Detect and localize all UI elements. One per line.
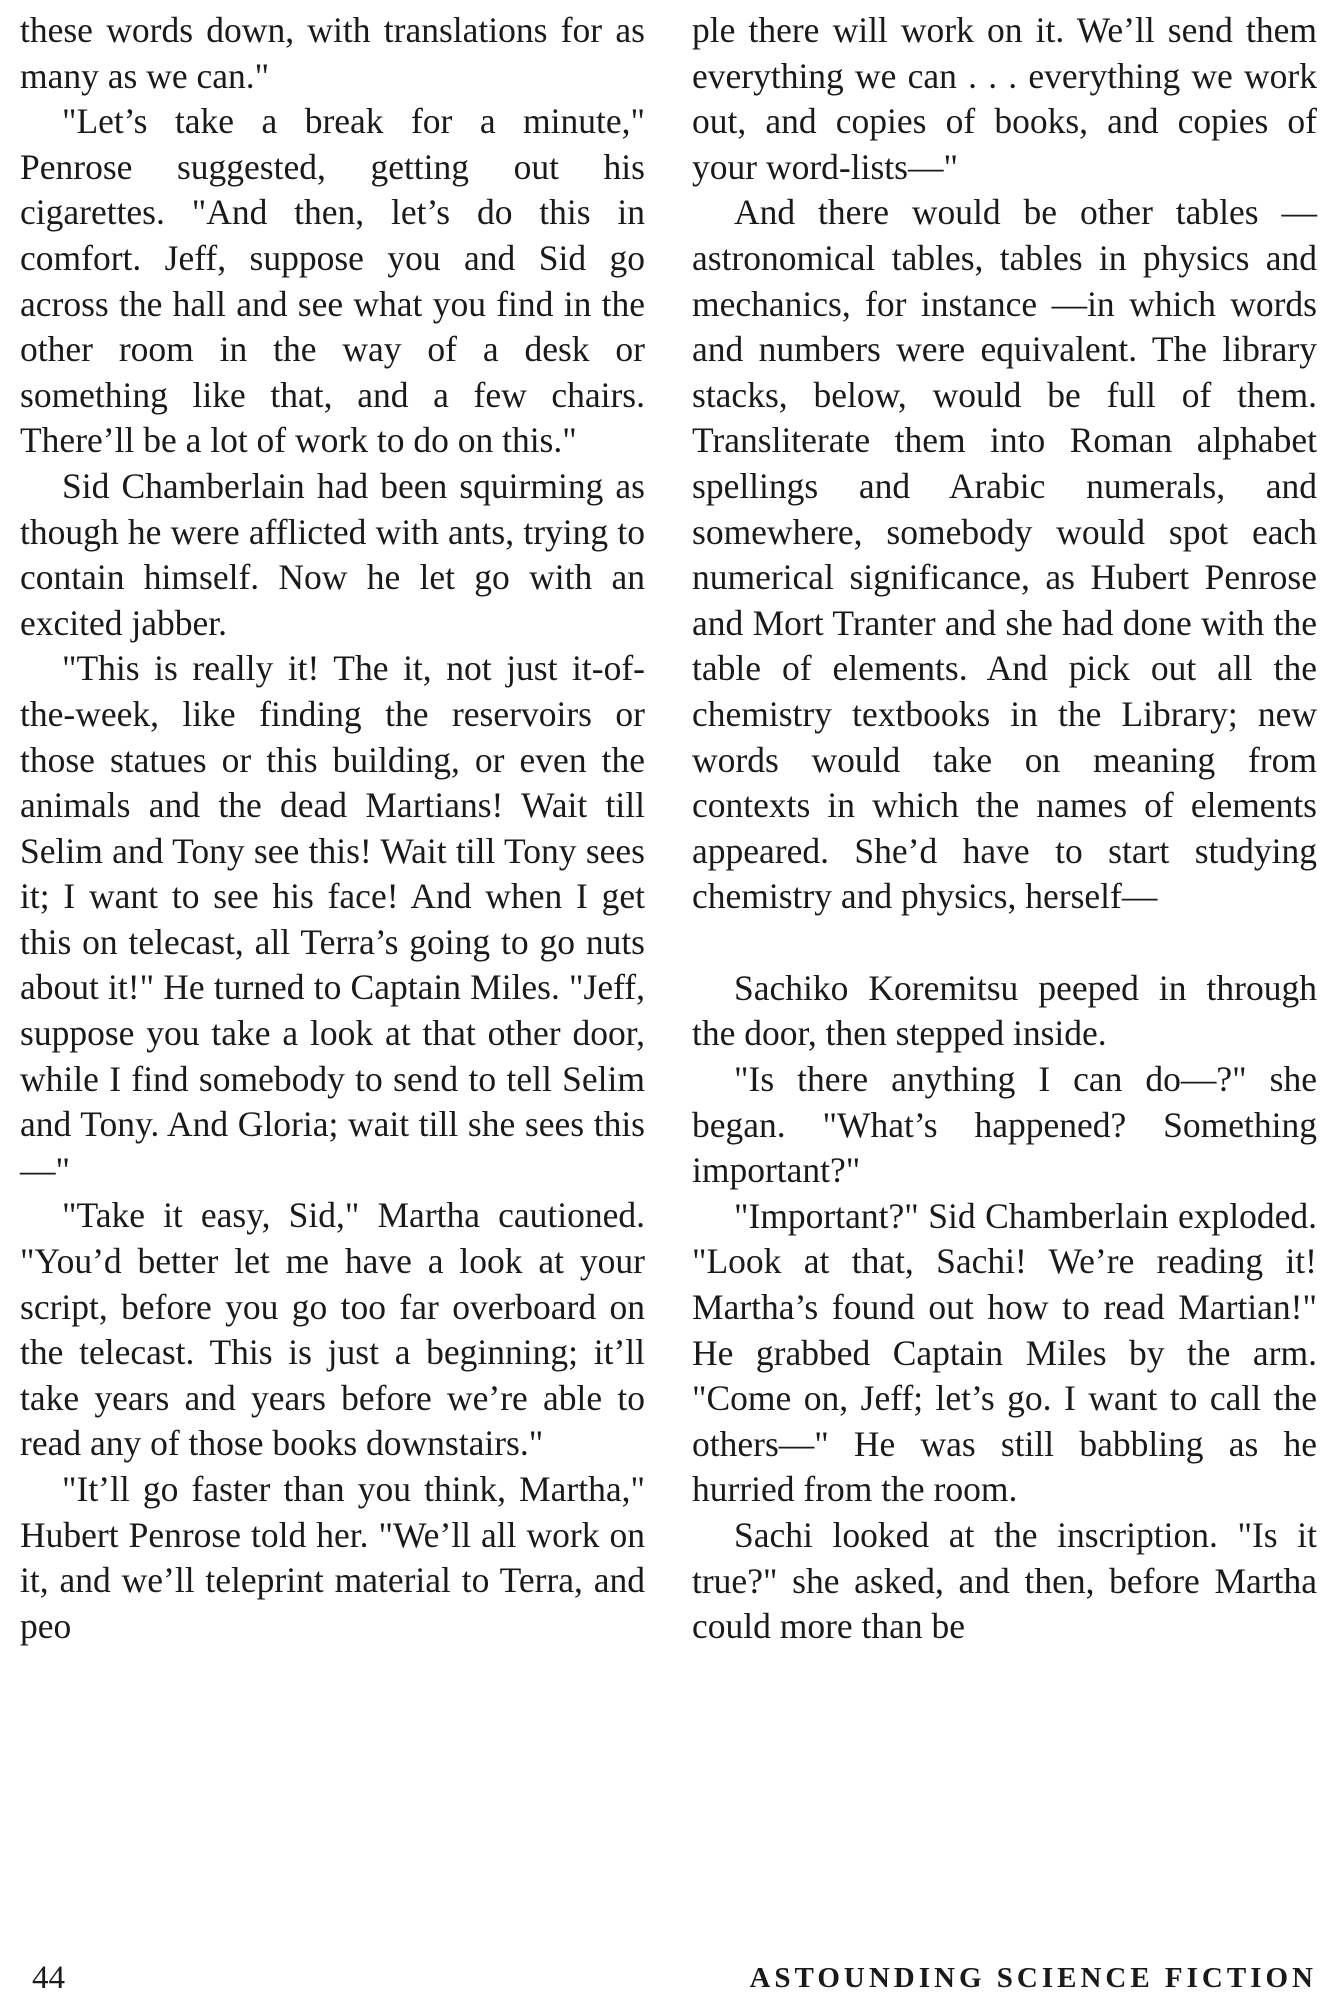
paragraph: Sid Chamberlain had been squirming as though he were afflicted with ants, trying to contain himself. Now he let go with an excited jabber. bbox=[20, 465, 645, 643]
paragraph: Sachi looked at the inscription. "Is it true?" she asked, and then, before Martha could more than be bbox=[692, 1515, 1317, 1647]
section-break bbox=[692, 920, 1317, 966]
paragraph: "Take it easy, Sid," Martha cautioned. "You’d better let me have a look at your script, before you go too far overboard on the telecast. This is just a beginning; it’ll take years and years before we’re able to read any of those books downstairs." bbox=[20, 1195, 645, 1464]
paragraph: "Let’s take a break for a minute," Penrose suggested, getting out his cigarettes. "And then, let’s do this in comfort. Jeff, suppose you and Sid go across the hall and see what you find in the other room in the way of a desk or something like that, and a few chairs. There’ll be a lot of work to do on this." bbox=[20, 101, 645, 461]
paragraph: ple there will work on it. We’ll send them everything we can . . . everything we work out, and copies of books, and copies of your word-lists—" bbox=[692, 10, 1317, 187]
running-title: ASTOUNDING SCIENCE FICTION bbox=[749, 1962, 1317, 1994]
paragraph: these words down, with translations for as many as we can." bbox=[20, 10, 645, 96]
paragraph: And there would be other tables —astronomical tables, tables in physics and mechanics, for instance —in which words and numbers were equivalent. The library stacks, below, would be full of them. Transliterate them into Roman alphabet spellings and Arabic numerals, and somewhere, somebody would spot each numerical significance, as Hubert Penrose and Mort Tranter and she had done with the table of elements. And pick out all the chemistry textbooks in the Library; new words would take on meaning from contexts in which the names of elements appeared. She’d have to start studying chemistry and physics, herself— bbox=[692, 192, 1317, 917]
right-text-column bbox=[692, 8, 1317, 1650]
paragraph: "Important?" Sid Chamberlain exploded. "Look at that, Sachi! We’re reading it! Martha’s found out how to read Martian!" He grabbed Captain Miles by the arm. "Come on, Jeff; let’s go. I want to call the others—" He was still babbling as he hurried from the room. bbox=[692, 1195, 1317, 1510]
left-text-column bbox=[20, 8, 645, 1649]
page-number: 44 bbox=[32, 1960, 65, 1996]
paragraph: "It’ll go faster than you think, Martha," Hubert Penrose told her. "We’ll all work on it, and we’ll teleprint material to Terra, and peo bbox=[20, 1469, 645, 1646]
paragraph: Sachiko Koremitsu peeped in through the door, then stepped inside. bbox=[692, 967, 1317, 1054]
paragraph: "This is really it! The it, not just it-of-the-week, like finding the reservoirs or those statues or this building, or even the animals and the dead Martians! Wait till Selim and Tony see this! Wait till Tony sees it; I want to see his face! And when I get this on telecast, all Terra’s going to go nuts about it!" He turned to Captain Miles. "Jeff, suppose you take a look at that other door, while I find somebody to send to tell Selim and Tony. And Gloria; wait till she sees this—" bbox=[20, 648, 645, 1190]
paragraph: "Is there anything I can do—?" she began. "What’s happened? Something important?" bbox=[692, 1059, 1317, 1191]
